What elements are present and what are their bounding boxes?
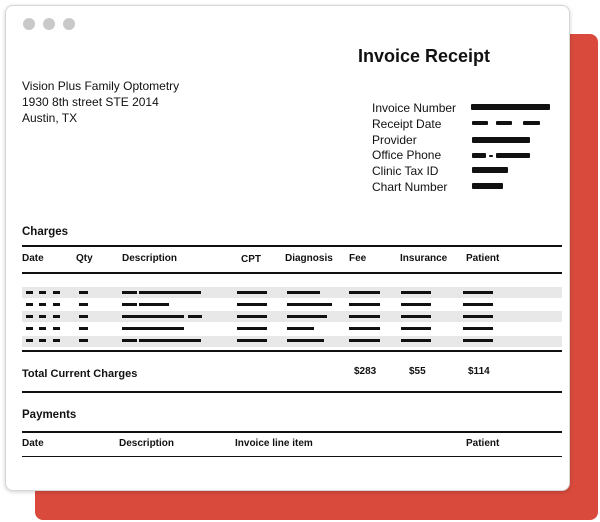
redacted-cell (39, 315, 46, 318)
payments-col-header-patient: Patient (466, 438, 500, 449)
meta-label-provider: Provider (372, 132, 417, 147)
divider (22, 456, 562, 457)
total-patient: $114 (468, 366, 490, 377)
redacted-cell (237, 291, 267, 294)
col-header-insurance: Insurance (400, 253, 448, 264)
redacted-cell (463, 315, 493, 318)
redacted-cell (53, 291, 60, 294)
total-insurance: $55 (409, 366, 426, 377)
redacted-cell (139, 291, 201, 294)
redacted-cell (79, 327, 88, 330)
clinic-name: Vision Plus Family Optometry (22, 79, 180, 93)
meta-label-invoice-number: Invoice Number (372, 101, 457, 115)
redacted-cell (287, 291, 320, 294)
redacted-receipt-date (472, 121, 488, 125)
redacted-cell (122, 339, 137, 342)
total-fee: $283 (354, 366, 377, 377)
invoice-meta-labels (372, 101, 456, 196)
page-title: Invoice Receipt (358, 46, 491, 66)
redacted-cell (26, 291, 33, 294)
redacted-cell (349, 339, 380, 342)
col-header-date: Date (22, 253, 44, 264)
divider (22, 272, 562, 274)
redacted-cell (349, 327, 380, 330)
col-header-fee: Fee (349, 253, 367, 264)
redacted-cell (287, 327, 314, 330)
redacted-clinic-tax-id (472, 167, 508, 173)
redacted-cell (401, 339, 431, 342)
redacted-cell (139, 339, 201, 342)
divider (22, 391, 562, 393)
clinic-address (22, 78, 179, 126)
redacted-cell (122, 327, 184, 330)
redacted-cell (401, 327, 431, 330)
charges-title: Charges (22, 226, 69, 238)
redacted-cell (122, 291, 137, 294)
invoice-window (5, 5, 570, 491)
col-header-cpt: CPT (241, 254, 261, 265)
redacted-cell (26, 303, 33, 306)
redacted-cell (122, 315, 184, 318)
redacted-cell (237, 303, 267, 306)
redacted-office-phone (489, 155, 493, 157)
redacted-chart-number (472, 183, 503, 189)
meta-label-receipt-date: Receipt Date (372, 116, 442, 131)
redacted-office-phone (496, 153, 530, 158)
clinic-city: Austin, TX (22, 111, 78, 125)
payments-col-header-date: Date (22, 438, 44, 449)
window-control-dot[interactable] (63, 18, 75, 30)
col-header-description: Description (122, 253, 178, 264)
col-header-patient: Patient (466, 253, 500, 264)
redacted-cell (401, 303, 431, 306)
redacted-cell (401, 291, 431, 294)
redacted-cell (122, 303, 137, 306)
meta-label-chart-number: Chart Number (372, 179, 448, 194)
redacted-cell (39, 291, 46, 294)
redacted-cell (26, 339, 33, 342)
redacted-cell (53, 339, 60, 342)
col-header-diagnosis: Diagnosis (285, 253, 333, 264)
payments-col-header-description: Description (119, 438, 175, 449)
redacted-cell (53, 303, 60, 306)
payments-col-header-line-item: Invoice line item (235, 438, 313, 449)
redacted-invoice-number (471, 104, 550, 110)
redacted-cell (79, 339, 88, 342)
redacted-cell (287, 339, 324, 342)
meta-label-office-phone: Office Phone (372, 148, 442, 163)
divider (22, 350, 562, 352)
clinic-street: 1930 8th street STE 2014 (22, 95, 159, 109)
meta-label-clinic-tax-id: Clinic Tax ID (372, 164, 439, 179)
redacted-cell (53, 315, 60, 318)
redacted-cell (237, 327, 267, 330)
payments-title: Payments (22, 409, 77, 421)
redacted-cell (39, 303, 46, 306)
redacted-cell (287, 303, 332, 306)
redacted-cell (349, 291, 380, 294)
redacted-cell (463, 339, 493, 342)
window-control-dot[interactable] (23, 18, 35, 30)
redacted-cell (26, 315, 33, 318)
redacted-cell (287, 315, 327, 318)
redacted-cell (53, 327, 60, 330)
redacted-cell (349, 303, 380, 306)
redacted-cell (139, 303, 169, 306)
redacted-cell (79, 291, 88, 294)
divider (22, 431, 562, 433)
redacted-cell (39, 327, 46, 330)
divider (22, 245, 562, 247)
redacted-cell (79, 303, 88, 306)
redacted-receipt-date (523, 121, 540, 125)
redacted-cell (401, 315, 431, 318)
redacted-receipt-date (496, 121, 512, 125)
col-header-qty: Qty (76, 253, 93, 264)
redacted-office-phone (472, 153, 486, 158)
redacted-cell (463, 291, 493, 294)
redacted-provider (472, 137, 530, 143)
redacted-cell (79, 315, 88, 318)
window-control-dot[interactable] (43, 18, 55, 30)
redacted-cell (463, 327, 493, 330)
total-current-charges-label: Total Current Charges (22, 368, 138, 380)
redacted-cell (26, 327, 33, 330)
redacted-cell (237, 339, 267, 342)
redacted-cell (349, 315, 380, 318)
redacted-cell (237, 315, 267, 318)
redacted-cell (39, 339, 46, 342)
redacted-cell (188, 315, 202, 318)
redacted-cell (463, 303, 493, 306)
